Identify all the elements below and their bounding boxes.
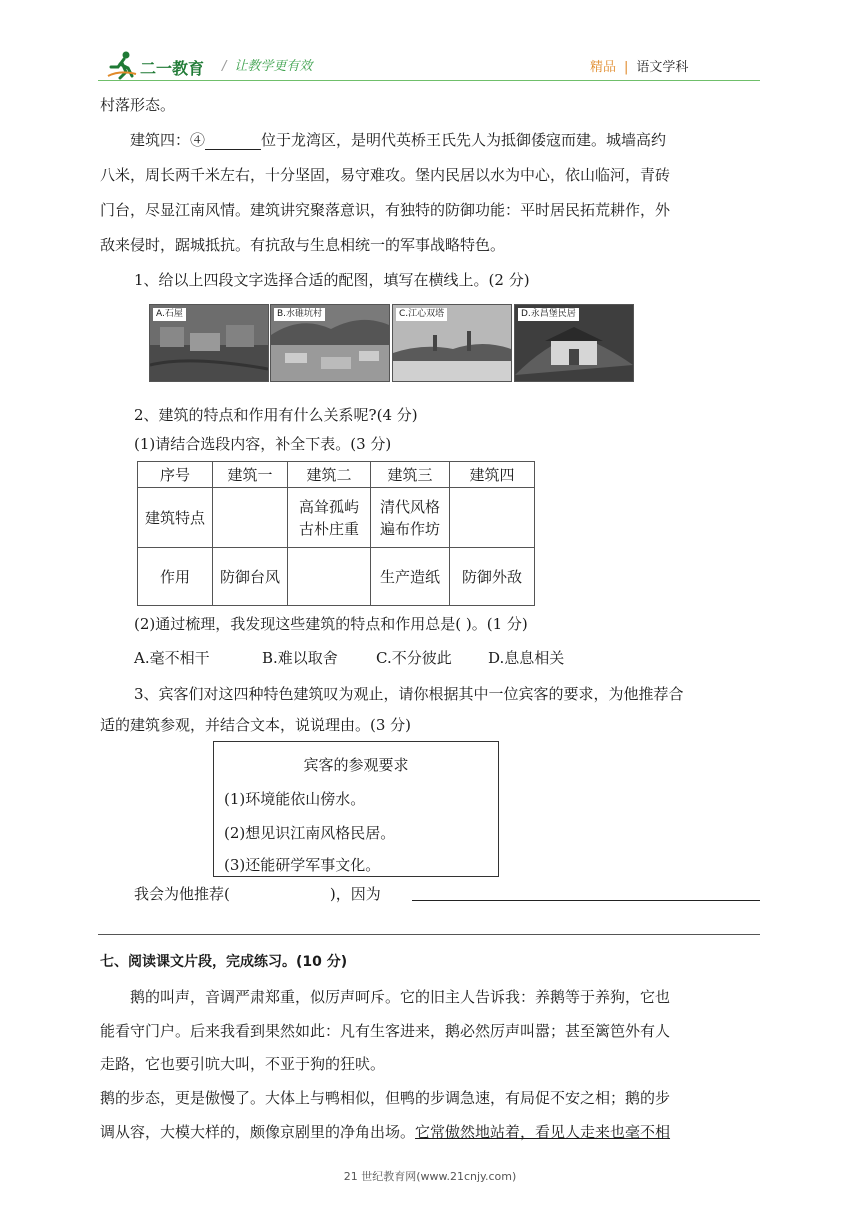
table-header: 建筑三 <box>371 462 450 488</box>
table-header: 建筑四 <box>450 462 535 488</box>
guest-requirements-box <box>213 741 499 877</box>
runner-icon <box>106 50 138 80</box>
brand-logo <box>106 50 216 80</box>
quality-label: 精品 <box>590 60 617 75</box>
answer-blank-4[interactable] <box>205 133 261 150</box>
p1-line2: 能看守门户。后来我看到果然如此：凡有生客进来，鹅必然厉声叫嚣；甚至篱笆外有人 <box>100 1022 671 1040</box>
table-row <box>138 488 535 548</box>
table-cell-input[interactable] <box>450 488 535 548</box>
p2-line1: 鹅的步态，更是傲慢了。大体上与鸭相似，但鸭的步调急速，有局促不安之相；鹅的步 <box>100 1089 671 1107</box>
photo-a <box>149 304 269 382</box>
photo-b <box>270 304 390 382</box>
photo-a-caption: A.石屋 <box>153 308 186 321</box>
footer-source: 21 世纪教育网(www.21cnjy.com) <box>343 1170 517 1183</box>
photo-d <box>514 304 634 382</box>
header-divider <box>98 80 760 81</box>
table-header: 序号 <box>138 462 213 488</box>
table-cell-input[interactable] <box>213 488 288 548</box>
underlined-sentence: 它常傲然地站着，看见人走来也毫不相 <box>415 1123 671 1141</box>
slogan: / 让教学更有效 <box>222 59 313 74</box>
question-2-1: (1)请结合选段内容，补全下表。(3 分) <box>134 435 392 453</box>
b4-line2: 八米，周长两千米左右，十分坚固，易守难攻。堡内民居以水为中心，依山临河，青砖 <box>100 166 671 184</box>
table-cell: 生产造纸 <box>371 548 450 606</box>
section-7-title: 七、阅读课文片段，完成练习。(10 分) <box>100 954 348 970</box>
table-cell: 防御外敌 <box>450 548 535 606</box>
section-divider <box>98 934 760 935</box>
table-cell: 防御台风 <box>213 548 288 606</box>
table-row <box>138 548 535 606</box>
question-3-line1: 3、宾客们对这四种特色建筑叹为观止，请你根据其中一位宾客的要求，为他推荐合 <box>134 685 684 703</box>
photo-d-caption: D.永昌堡民居 <box>518 308 579 321</box>
header-subject: 精品 | 语文学科 <box>590 60 689 75</box>
photo-c-caption: C.江心双塔 <box>396 308 447 321</box>
row-label: 建筑特点 <box>138 488 213 548</box>
req-item: (3)还能研学军事文化。 <box>224 856 381 874</box>
req-item: (2)想见识江南风格民居。 <box>224 824 396 842</box>
photo-b-caption: B.水碓坑村 <box>274 308 325 321</box>
question-2: 2、建筑的特点和作用有什么关系呢?(4 分) <box>134 406 418 424</box>
reason-answer-line[interactable] <box>412 900 760 901</box>
b4-line3: 门台，尽显江南风情。建筑讲究聚落意识，有独特的防御功能：平时居民拓荒耕作，外 <box>100 201 671 219</box>
option-a[interactable]: A.毫不相干 <box>134 649 210 667</box>
table-header-row <box>138 462 535 488</box>
table-header: 建筑一 <box>213 462 288 488</box>
table-header: 建筑二 <box>288 462 371 488</box>
b4-line4: 敌来侵时，踞城抵抗。有抗敌与生息相统一的军事战略特色。 <box>100 236 506 254</box>
table-cell: 高耸孤屿 古朴庄重 <box>288 488 371 548</box>
recommend-line: 我会为他推荐( )，因为 <box>134 885 381 903</box>
subject-label: 语文学科 <box>636 60 689 75</box>
p2-line2: 调从容，大模大样的，颇像京剧里的净角出场。它常傲然地站着，看见人走来也毫不相 <box>100 1123 671 1141</box>
req-item: (1)环境能依山傍水。 <box>224 790 366 808</box>
table-cell: 清代风格 遍布作坊 <box>371 488 450 548</box>
question-1: 1、给以上四段文字选择合适的配图，填写在横线上。(2 分) <box>134 271 530 289</box>
options-row <box>134 648 564 668</box>
option-c[interactable]: C.不分彼此 <box>376 649 452 667</box>
b4-line1: 建筑四：④ 位于龙湾区，是明代英桥王氏先人为抵御倭寇而建。城墙高约 <box>130 131 667 149</box>
para-top: 村落形态。 <box>100 96 176 114</box>
table-cell-input[interactable] <box>288 548 371 606</box>
option-d[interactable]: D.息息相关 <box>488 649 565 667</box>
logo-text: 二一教育 <box>140 59 205 78</box>
option-b[interactable]: B.难以取舍 <box>262 649 338 667</box>
feature-table <box>137 461 535 606</box>
photo-c <box>392 304 512 382</box>
p1-line3: 走路，它也要引吭大叫，不亚于狗的狂吠。 <box>100 1055 386 1073</box>
p1-line1: 鹅的叫声，音调严肃郑重，似厉声呵斥。它的旧主人告诉我：养鹅等于养狗，它也 <box>130 988 671 1006</box>
req-title: 宾客的参观要求 <box>303 756 409 774</box>
question-2-2: (2)通过梳理，我发现这些建筑的特点和作用总是( )。(1 分) <box>134 615 528 633</box>
question-3-line2: 适的建筑参观，并结合文本，说说理由。(3 分) <box>100 716 412 734</box>
row-label: 作用 <box>138 548 213 606</box>
